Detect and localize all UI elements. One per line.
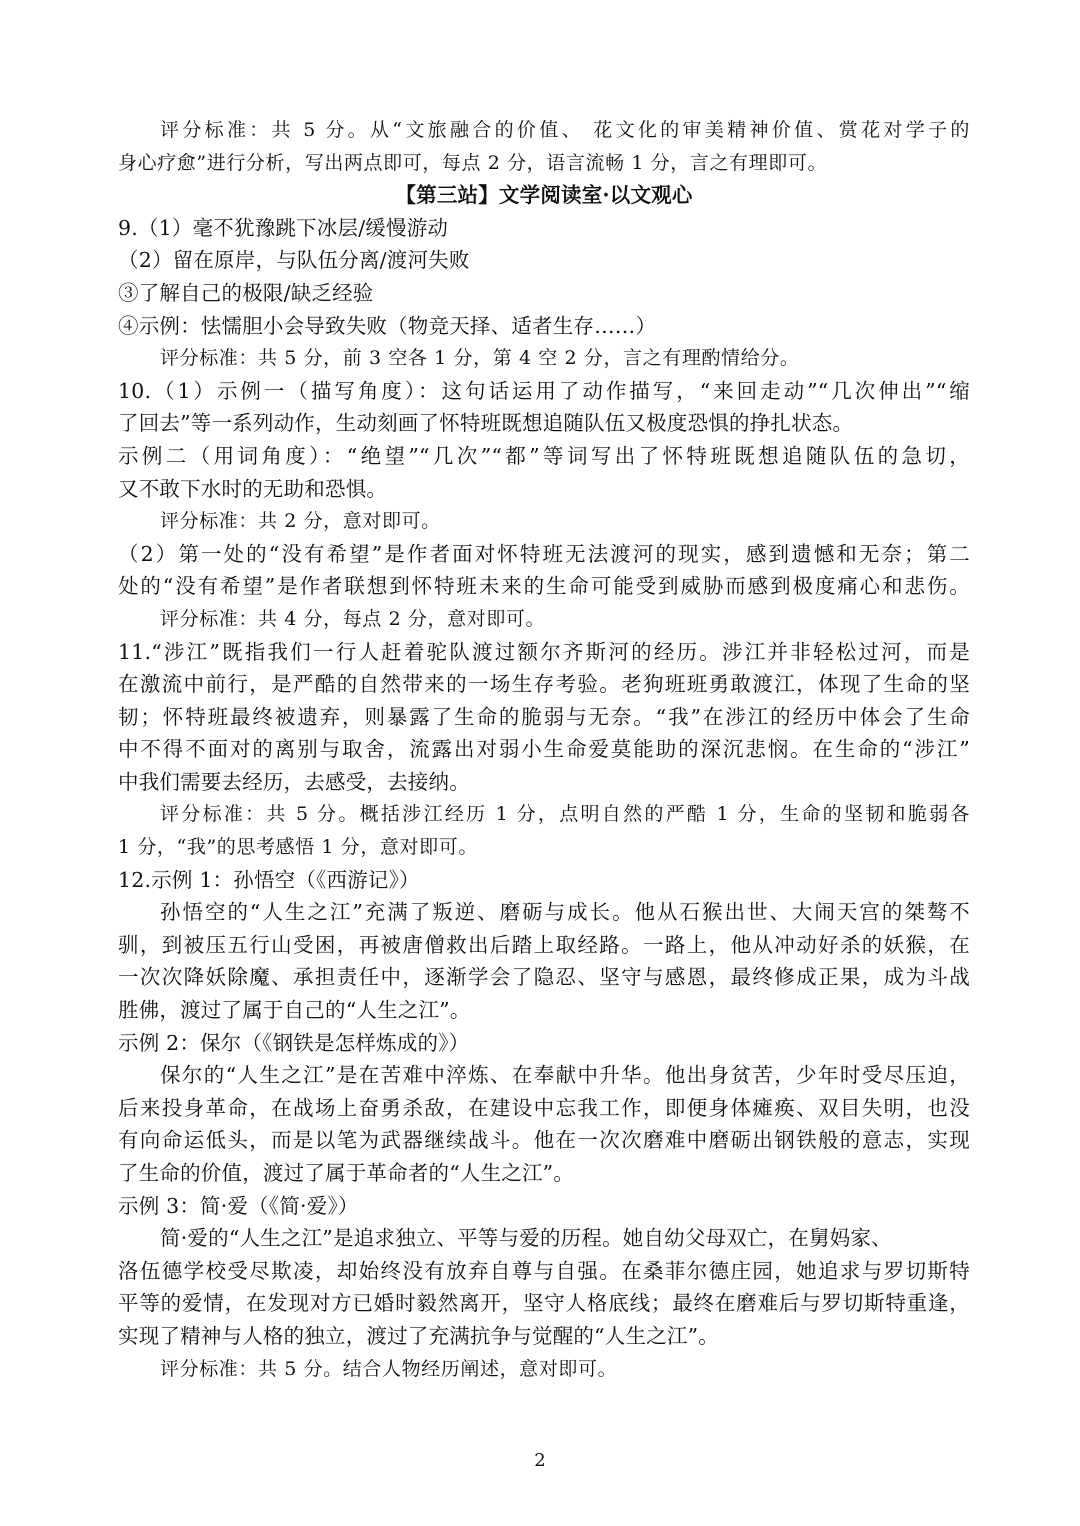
- scoring-criteria: 评分标准：共 5 分。结合人物经历阐述，意对即可。: [160, 1357, 618, 1380]
- text-line: 简·爱的“人生之江”是追求独立、平等与爱的历程。她自幼父母双亡，在舅妈家、: [160, 1226, 892, 1251]
- page-number: 2: [534, 1450, 546, 1471]
- scoring-criteria: 评分标准：共 4 分，每点 2 分，意对即可。: [160, 607, 546, 630]
- scoring-criteria: 评分标准：共 5 分，前 3 空各 1 分，第 4 空 2 分，言之有理酌情给分。: [160, 347, 800, 370]
- text-line: 洛伍德学校受尽欺凌，却始终没有放弃自尊与自强。在桑菲尔德庄园，她追求与罗切斯特: [118, 1258, 970, 1283]
- answer-12-example-3: 示例 3：简·爱（《简·爱》）: [118, 1193, 359, 1218]
- answer-10-1: 10.（1）示例一（描写角度）：这句话运用了动作描写，“来回走动”“几次伸出”“缩: [118, 378, 970, 403]
- text-line: 在激流中前行，是严酷的自然带来的一场生存考验。老狗班班勇敢渡江，体现了生命的坚: [118, 672, 970, 697]
- text-line: 1 分，“我”的思考感悟 1 分，意对即可。: [118, 836, 478, 859]
- answer-9-4: ④示例：怯懦胆小会导致失败（物竞天择、适者生存……）: [118, 313, 657, 338]
- answer-9-1: 9.（1）毫不犹豫跳下冰层/缓慢游动: [118, 215, 449, 240]
- answer-10-2: （2）第一处的“没有希望”是作者面对怀特班无法渡河的现实，感到遗憾和无奈；第二: [118, 541, 970, 566]
- text-line: 一次次降妖除魔、承担责任中，逐渐学会了隐忍、坚守与感恩，最终修成正果，成为斗战: [118, 965, 970, 990]
- text-line: 了回去”等一系列动作，生动刻画了怀特班既想追随队伍又极度恐惧的挣扎状态。: [118, 411, 854, 436]
- answer-11: 11.“涉江”既指我们一行人赶着驼队渡过额尔齐斯河的经历。涉江并非轻松过河，而是: [118, 639, 970, 664]
- text-line: 有向命运低头，而是以笔为武器继续战斗。他在一次次磨难中磨砺出钢铁般的意志，实现: [118, 1128, 970, 1153]
- scoring-criteria: 评分标准：共 5 分。概括涉江经历 1 分，点明自然的严酷 1 分，生命的坚韧和脆弱各: [160, 803, 970, 826]
- answer-9-3: ③了解自己的极限/缺乏经验: [118, 280, 374, 305]
- scoring-criteria: 评分标准：共 5 分。从“文旅融合的价值、 花文化的审美精神价值、赏花对学子的: [160, 119, 970, 141]
- section-heading: 【第三站】文学阅读室·以文观心: [395, 183, 693, 208]
- text-line: 孙悟空的“人生之江”充满了叛逆、磨砺与成长。他从石猴出世、大闹天宫的桀骜不: [160, 900, 970, 925]
- text-line: 后来投身革命，在战场上奋勇杀敌，在建设中忘我工作，即便身体瘫痪、双目失明，也没: [118, 1095, 970, 1120]
- text-line: 实现了精神与人格的独立，渡过了充满抗争与觉醒的“人生之江”。: [118, 1323, 719, 1348]
- text-line: 处的“没有希望”是作者联想到怀特班未来的生命可能受到威胁而感到极度痛心和悲伤。: [118, 574, 970, 599]
- answer-text: [118, 114, 970, 1385]
- text-line: 了生命的价值，渡过了属于革命者的“人生之江”。: [118, 1161, 575, 1185]
- answer-12-example-2: 示例 2：保尔（《钢铁是怎样炼成的》）: [118, 1030, 470, 1055]
- text-line: 平等的爱情，在发现对方已婚时毅然离开，坚守人格底线；最终在磨难后与罗切斯特重逢，: [118, 1291, 970, 1316]
- text-line: 驯，到被压五行山受困，再被唐僧救出后踏上取经路。一路上，他从冲动好杀的妖猴，在: [118, 932, 970, 957]
- text-line: 中不得不面对的离别与取舍，流露出对弱小生命爱莫能助的深沉悲悯。在生命的“涉江”: [118, 737, 970, 762]
- scoring-criteria: 评分标准：共 2 分，意对即可。: [160, 510, 441, 533]
- text-line: 胜佛，渡过了属于自己的“人生之江”。: [118, 998, 471, 1023]
- answer-12-example-1: 12.示例 1：孙悟空（《西游记》）: [118, 867, 420, 892]
- answer-9-2: （2）留在原岸，与队伍分离/渡河失败: [118, 248, 470, 273]
- text-line: 身心疗愈”进行分析，写出两点即可，每点 2 分，语言流畅 1 分，言之有理即可。: [118, 151, 828, 174]
- text-line: 保尔的“人生之江”是在苦难中淬炼、在奉献中升华。他出身贫苦，少年时受尽压迫，: [160, 1063, 970, 1088]
- text-line: 中我们需要去经历，去感受，去接纳。: [118, 769, 470, 794]
- text-line: 又不敢下水时的无助和恐惧。: [118, 476, 388, 501]
- text-line: 示例二（用词角度）：“绝望”“几次”“都”等词写出了怀特班既想追随队伍的急切，: [118, 443, 970, 468]
- text-line: 韧；怀特班最终被遗弃，则暴露了生命的脆弱与无奈。“我”在涉江的经历中体会了生命: [118, 704, 970, 729]
